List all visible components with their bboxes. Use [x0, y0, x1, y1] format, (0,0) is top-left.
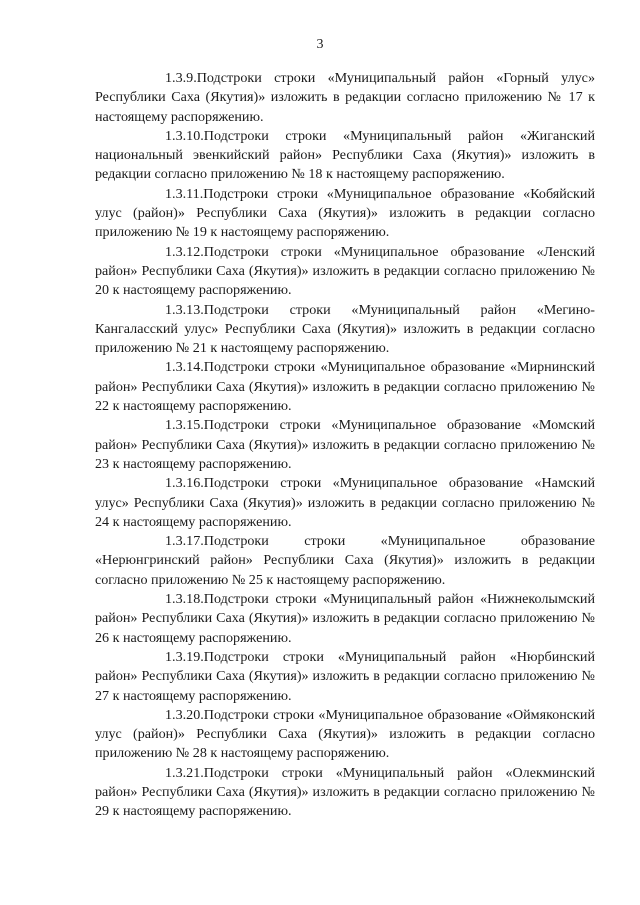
paragraph-1-3-19	[95, 648, 595, 706]
paragraph-text: Подстроки строки «Муниципальное образование «Намский улус» Республики Саха (Якутия)» изложить в редакции согласно приложению № 24 к настоящему распоряжению.	[95, 475, 595, 530]
paragraph-1-3-15	[95, 416, 595, 474]
paragraph-number: 1.3.20.	[165, 706, 204, 723]
paragraph-number: 1.3.17.	[165, 533, 204, 550]
paragraph-1-3-9	[95, 69, 595, 127]
paragraph-number: 1.3.13.	[165, 301, 204, 318]
paragraph-number: 1.3.15.	[165, 417, 204, 434]
paragraph-1-3-17	[95, 532, 595, 590]
paragraph-1-3-18	[95, 590, 595, 648]
paragraph-number: 1.3.10.	[165, 127, 204, 144]
paragraph-number: 1.3.16.	[165, 475, 204, 492]
paragraph-text: Подстроки строки «Муниципальный район «Мегино-Кангаласский улус» Республики Саха (Якутия)» изложить в редакции согласно приложению № 21 к настоящему распоряжению.	[95, 301, 595, 357]
paragraph-text: Подстроки строки «Муниципальное образование «Мирнинский район» Республики Саха (Якутия)» изложить в редакции согласно приложению № 22 к настоящему распоряжению.	[95, 359, 595, 415]
paragraph-number: 1.3.9.	[165, 70, 197, 86]
page-number: 3	[316, 37, 324, 52]
paragraph-number: 1.3.11.	[165, 185, 204, 202]
paragraph-number: 1.3.21.	[165, 764, 204, 781]
paragraph-1-3-13	[95, 301, 595, 359]
paragraph-text: Подстроки строки «Муниципальный район «Горный улус» Республики Саха (Якутия)» изложить в редакции согласно приложению № 17 к настоящему распоряжению.	[95, 70, 595, 125]
paragraph-text: Подстроки строки «Муниципальное образование «Ленский район» Республики Саха (Якутия)» изложить в редакции согласно приложению № 20 к настоящему распоряжению.	[95, 243, 595, 299]
paragraph-1-3-10	[95, 127, 595, 185]
paragraph-text: Подстроки строки «Муниципальный район «Нюрбинский район» Республики Саха (Якутия)» изложить в редакции согласно приложению № 27 к настоящему распоряжению.	[95, 648, 595, 704]
paragraph-number: 1.3.12.	[165, 243, 204, 260]
paragraph-text: Подстроки строки «Муниципальное образование «Момский район» Республики Саха (Якутия)» изложить в редакции согласно приложению № 23 к настоящему распоряжению.	[95, 417, 595, 472]
paragraph-1-3-16	[95, 474, 595, 532]
paragraph-number: 1.3.18.	[165, 591, 204, 608]
paragraph-1-3-21	[95, 764, 595, 822]
paragraph-1-3-20	[95, 706, 595, 764]
paragraph-1-3-11	[95, 185, 595, 243]
paragraph-text: Подстроки строки «Муниципальное образование «Нерюнгринский район» Республики Саха (Якутия)» изложить в редакции согласно приложению № 25 к настоящему распоряжению.	[95, 533, 595, 588]
paragraph-text: Подстроки строки «Муниципальный район «Олекминский район» Республики Саха (Якутия)» изложить в редакции согласно приложению № 29 к настоящему распоряжению.	[95, 764, 595, 820]
document-body	[95, 69, 595, 822]
paragraph-text: Подстроки строки «Муниципальное образование «Оймяконский улус (район)» Республики Саха (Якутия)» изложить в редакции согласно приложению № 28 к настоящему распоряжению.	[95, 706, 595, 762]
paragraph-1-3-14	[95, 358, 595, 416]
paragraph-number: 1.3.14.	[165, 359, 204, 376]
paragraph-number: 1.3.19.	[165, 648, 204, 665]
paragraph-text: Подстроки строки «Муниципальный район «Нижнеколымский район» Республики Саха (Якутия)» изложить в редакции согласно приложению № 26 к настоящему распоряжению.	[95, 591, 595, 646]
paragraph-text: Подстроки строки «Муниципальное образование «Кобяйский улус (район)» Республики Саха (Якутия)» изложить в редакции согласно приложению № 19 к настоящему распоряжению.	[95, 185, 595, 241]
paragraph-text: Подстроки строки «Муниципальный район «Жиганский национальный эвенкийский район» Республики Саха (Якутия)» изложить в редакции согласно приложению № 18 к настоящему распоряжению.	[95, 127, 595, 183]
paragraph-1-3-12	[95, 243, 595, 301]
